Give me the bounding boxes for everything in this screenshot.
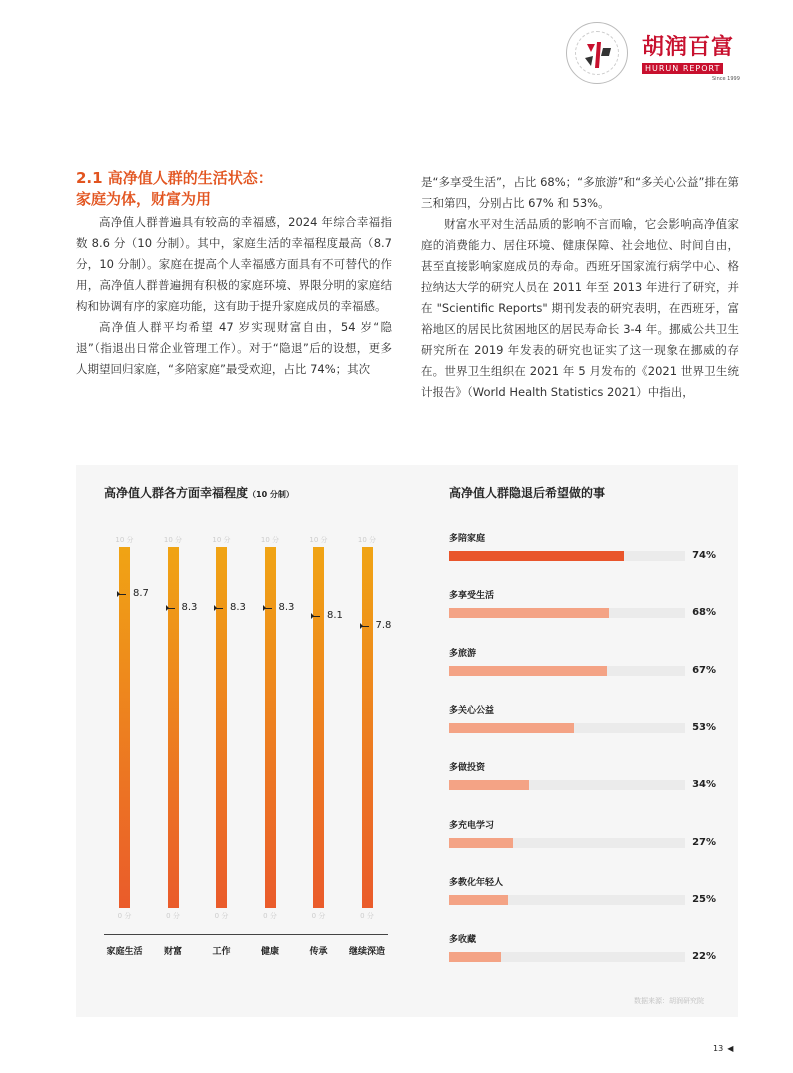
value-marker [312, 616, 320, 617]
retirement-value: 74% [692, 550, 716, 561]
section-title-line1: 2.1 高净值人群的生活状态： [76, 169, 273, 187]
happiness-bar [216, 547, 227, 908]
hurun-mark-icon [581, 38, 615, 72]
value-marker [118, 594, 126, 595]
value-label: 8.3 [181, 602, 198, 614]
retirement-bar [449, 952, 501, 962]
tick-label-bottom: 0 分 [263, 912, 277, 920]
paragraph: 高净值人群平均希望 47 岁实现财富自由，54 岁“隐退”（指退出日常企业管理工作）。对于“隐退”后的设想，更多人期望回归家庭，“多陪家庭”最受欢迎，占比 74%；其次 [76, 320, 392, 376]
retirement-bar [449, 666, 607, 676]
retirement-value: 27% [692, 836, 716, 848]
retirement-value: 34% [692, 779, 716, 791]
retirement-track [449, 952, 685, 962]
logo-subtitle: HURUN REPORT [642, 63, 723, 74]
tick-label-top: 10 分 [309, 536, 328, 544]
retirement-value: 53% [692, 721, 716, 733]
retirement-bar [449, 551, 624, 561]
happiness-bar [119, 547, 130, 908]
tick-label-bottom: 0 分 [311, 912, 326, 920]
category-label: 工作 [212, 947, 231, 957]
paragraph: 是“多享受生活”，占比 68%；“多旅游”和“多关心公益”排在第三和第四，分别占比 67% 和 53%。 [421, 175, 739, 210]
retirement-track [449, 780, 685, 790]
retirement-label: 多做投资 [449, 763, 486, 774]
logo-since: Since 1999 [712, 76, 740, 82]
tick-label-top: 10 分 [115, 536, 134, 544]
value-label: 8.1 [327, 609, 343, 621]
category-label: 继续深造 [348, 947, 385, 957]
retirement-bar [449, 838, 513, 848]
value-marker [215, 608, 223, 609]
retirement-label: 多教化年轻人 [449, 877, 504, 888]
retirement-label: 多陪家庭 [449, 534, 486, 544]
retirement-label: 多收藏 [449, 935, 477, 946]
paragraph: 高净值人群普遍具有较高的幸福感，2024 年综合幸福指数 8.6 分（10 分制）。其中，家庭生活的幸福程度最高（8.7 分，10 分制）。家庭在提高个人幸福感方面具有不可替代的作用，高净值人群普遍拥有积极的家庭环境、界限分明的家庭结构和协调有序的家庭功能，这有助于提升家庭成员的幸福感。 [76, 215, 392, 313]
tick-label-bottom: 0 分 [214, 912, 229, 920]
value-label: 7.8 [375, 620, 392, 632]
value-label: 8.3 [278, 602, 295, 614]
retirement-bar [449, 723, 574, 733]
page-arrow-icon: ◀ [727, 1044, 734, 1053]
retirement-value: 25% [692, 893, 716, 905]
tick-label-top: 10 分 [212, 536, 231, 544]
retirement-bar [449, 780, 529, 790]
tick-label-top: 10 分 [357, 536, 377, 544]
left-column-text [76, 212, 392, 380]
x-axis-line [104, 934, 388, 935]
happiness-bar [362, 547, 373, 908]
page-number: 13 ◀ [713, 1044, 734, 1053]
retirement-chart-title: 高净值人群隐退后希望做的事 [449, 486, 606, 500]
tick-label-bottom: 0 分 [166, 912, 180, 920]
value-marker [361, 626, 369, 627]
category-label: 健康 [260, 947, 279, 957]
retirement-bar [449, 895, 508, 905]
value-label: 8.7 [133, 587, 149, 599]
value-marker [264, 608, 272, 609]
retirement-value: 22% [692, 951, 716, 963]
retirement-label: 多旅游 [449, 648, 477, 659]
retirement-label: 多关心公益 [449, 705, 495, 716]
retirement-bar [449, 608, 609, 618]
tick-label-bottom: 0 分 [117, 912, 132, 920]
retirement-track [449, 608, 685, 618]
happiness-chart-title: 高净值人群各方面幸福程度（10 分制） [104, 486, 294, 500]
logo-wordmark: 胡润百富 [642, 35, 735, 60]
tick-label-top: 10 分 [163, 536, 183, 544]
data-source: 数据来源：胡润研究院 [634, 997, 704, 1005]
value-marker [167, 608, 175, 609]
retirement-track [449, 895, 685, 905]
retirement-track [449, 666, 685, 676]
category-label: 财富 [163, 947, 182, 957]
section-title-line2: 家庭为体，财富为用 [76, 190, 212, 208]
retirement-label: 多享受生活 [449, 591, 495, 602]
retirement-label: 多充电学习 [449, 820, 495, 831]
right-column-text [421, 172, 739, 403]
category-label: 家庭生活 [106, 947, 143, 957]
category-label: 传承 [309, 947, 328, 957]
retirement-value: 67% [692, 664, 716, 676]
retirement-track [449, 838, 685, 848]
section-title [76, 168, 273, 210]
paragraph: 财富水平对生活品质的影响不言而喻，它会影响高净值家庭的消费能力、居住环境、健康保障、社会地位、时间自由，甚至直接影响家庭成员的寿命。西班牙国家流行病学中心、格拉纳达大学的研究人员在 2011 年至 2013 年进行了研究，并在 "Scientific Reports" 期刊发表的研究表明，在西班牙，富裕地区的居民比贫困地区的居民寿命长 3-4 年。挪威公共卫生研究所在 2019 年发表的研究也证实了这一现象在挪威的存在。世界卫生组织在 2021 年 5 月发布的《2021 世界卫生统计报告》（World Health Statistics 2021）中指出， [421, 217, 739, 399]
value-label: 8.3 [230, 602, 246, 614]
happiness-bar [313, 547, 324, 908]
retirement-value: 68% [692, 607, 716, 619]
tick-label-bottom: 0 分 [360, 912, 374, 920]
tick-label-top: 10 分 [260, 536, 280, 544]
happiness-bar [168, 547, 179, 908]
retirement-track [449, 723, 685, 733]
retirement-track [449, 551, 685, 561]
happiness-bar [265, 547, 276, 908]
